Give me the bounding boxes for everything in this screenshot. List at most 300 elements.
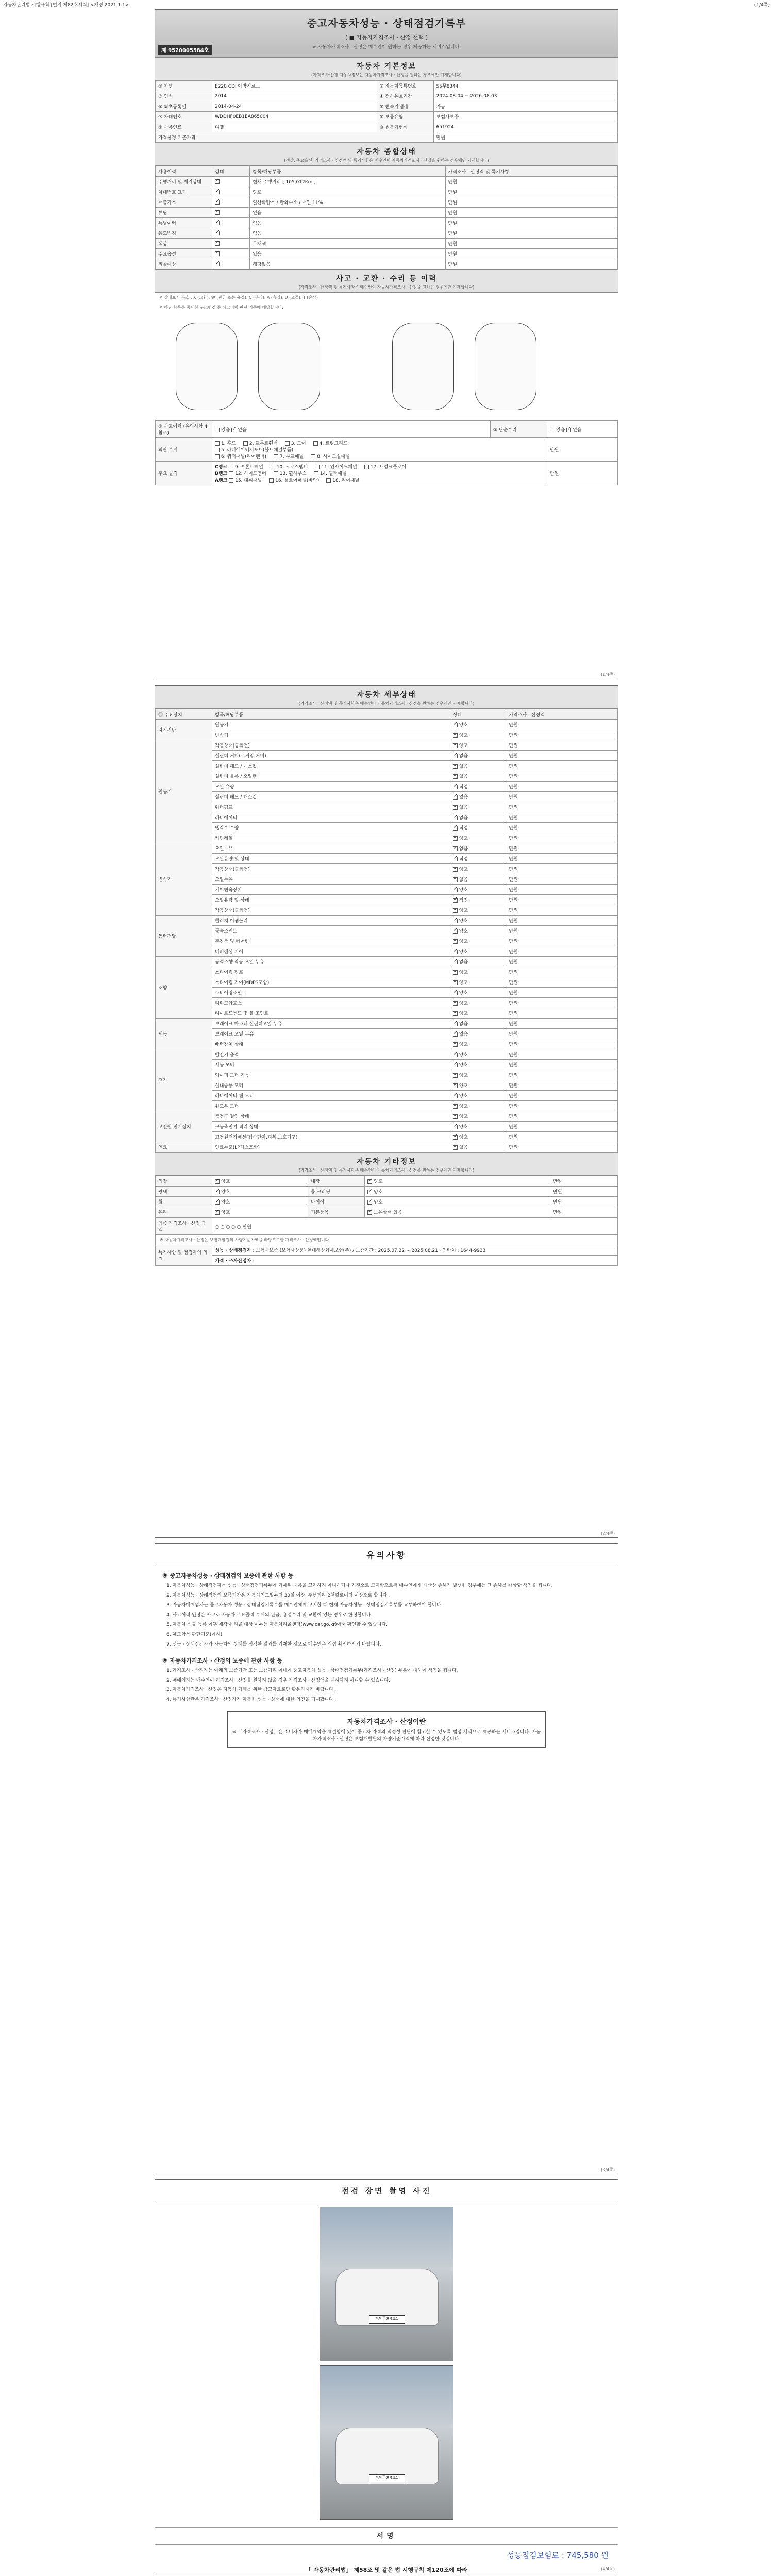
detail-section	[155, 686, 618, 709]
etc-row	[156, 1207, 618, 1217]
page-3-footer: (3/4쪽)	[601, 2167, 615, 2172]
overall-status	[212, 228, 250, 239]
detail-status: ✓ 양호	[450, 998, 506, 1008]
base-price-label: 가격산정 기준가격	[156, 132, 434, 143]
document-subtitle: ( ■ 자동차가격조사 · 산정 선택 )	[345, 34, 428, 41]
rank-label: A랭크	[215, 478, 228, 483]
detail-part: 라디에이터	[212, 812, 450, 823]
panel-part: 7. 루프패널	[274, 454, 304, 460]
appraisal-box-title: 자동차가격조사 · 산정이란	[347, 1718, 426, 1726]
signature-heading: 서명	[155, 2527, 618, 2545]
checked-icon	[453, 1083, 458, 1088]
notice-item: 4. 사고이력 인정은 사고로 자동차 주요골격 부위의 판금, 용접수리 및 교환이 있는 경우로 한정합니다.	[166, 1612, 373, 1618]
detail-price: 만원	[506, 792, 618, 802]
overall-status	[212, 177, 250, 187]
basic-value: 2024-08-04 ~ 2026-08-03	[433, 91, 617, 101]
basic-value: WDDHF0EB1EA865004	[212, 112, 377, 122]
detail-status: ✓ 양호	[450, 926, 506, 936]
overall-status	[212, 259, 250, 269]
basic-row	[156, 101, 618, 112]
checked-icon	[453, 929, 458, 934]
detail-status: ✓ 양호	[450, 1049, 506, 1060]
detail-price: 만원	[506, 1039, 618, 1049]
detail-part: 윈도우 모터	[212, 1101, 450, 1111]
notice-item: 5. 자동차 신규 등록 이후 제작사 리콜 대상 여부는 자동차리콜센터(www.car.go.kr)에서 확인할 수 있습니다.	[166, 1622, 388, 1628]
detail-status: ✓ 없음	[450, 1019, 506, 1029]
detail-status: ✓ 없음	[450, 771, 506, 782]
checked-icon	[453, 1104, 458, 1109]
basic-value: 자동	[433, 101, 617, 112]
notice-item: 3. 자동차매매업자는 중고자동차 성능 · 상태점검기록부를 매수인에게 고지할 때 현재 자동차성능 · 상태점검기록부를 교부하여야 합니다.	[166, 1602, 443, 1608]
detail-status: ✓ 양호	[450, 1080, 506, 1091]
part-check-icon	[315, 465, 320, 469]
detail-row	[156, 1008, 618, 1019]
page-3	[155, 1543, 618, 2174]
overall-row	[156, 259, 618, 269]
basic-value: E220 CDI 아방가르드	[212, 81, 377, 91]
detail-group: 변속기	[156, 843, 212, 916]
overall-value: 양호	[250, 187, 445, 197]
notice-list-2	[155, 1668, 618, 1704]
detail-table	[155, 709, 618, 1153]
etc-value: ✓ 양호	[212, 1197, 308, 1207]
checked-icon	[453, 950, 458, 954]
overall-price: 만원	[445, 239, 617, 249]
detail-row	[156, 957, 618, 967]
etc-key: 룸 크리닝	[308, 1187, 365, 1197]
outer-panel-label: 외판 부위	[156, 438, 212, 462]
part-check-icon	[271, 465, 275, 469]
detail-part: 와이퍼 모터 기능	[212, 1070, 450, 1080]
detail-status: ✓ 없음	[450, 792, 506, 802]
part-check-icon	[215, 454, 220, 459]
simple-repair-label: ② 단순수리	[490, 421, 547, 438]
notice-item: 2. 자동차성능 · 상태점검의 보증기간은 자동차인도일부터 30일 이상, 주행거리 2천킬로미터 이상으로 합니다.	[166, 1592, 389, 1598]
checked-icon	[215, 241, 220, 246]
checked-icon	[453, 1125, 458, 1129]
checked-icon	[453, 1011, 458, 1016]
detail-group: 연료	[156, 1142, 212, 1153]
detail-part: 타이로드엔드 및 볼 조인트	[212, 1008, 450, 1019]
detail-price: 만원	[506, 740, 618, 751]
overall-title: 자동차 종합상태	[357, 148, 416, 156]
detail-part: 오일누유	[212, 843, 450, 854]
detail-price: 만원	[506, 1049, 618, 1060]
checked-icon	[453, 857, 458, 861]
frame-list	[212, 462, 547, 485]
frame-part: 9. 프론트패널	[229, 465, 263, 470]
part-check-icon	[274, 454, 278, 459]
detail-part: 고전원전기배선(접속단자,피복,보호기구)	[212, 1132, 450, 1142]
detail-price: 만원	[506, 1132, 618, 1142]
detail-row	[156, 977, 618, 988]
detail-status: ✓ 양호	[450, 946, 506, 957]
overall-value: 있음	[250, 249, 445, 259]
detail-price: 만원	[506, 782, 618, 792]
detail-price: 만원	[506, 1080, 618, 1091]
detail-part: 실린더 커버(로커암 커버)	[212, 751, 450, 761]
detail-row	[156, 1060, 618, 1070]
checked-icon	[453, 846, 458, 851]
overall-note: (색상, 주요옵션, 가격조사 · 산정액 및 특기사항은 매수인이 자동차가격조사 · 산정을 원하는 경우에만 기재합니다)	[284, 158, 489, 163]
detail-price: 만원	[506, 771, 618, 782]
overall-value: 무채색	[250, 239, 445, 249]
detail-row	[156, 885, 618, 895]
detail-price: 만원	[506, 895, 618, 905]
notice-title: 유의사항	[155, 1544, 618, 1566]
overall-key: 용도변경	[156, 228, 212, 239]
basic-value: 55무8344	[433, 81, 617, 91]
detail-status: ✓ 없음	[450, 761, 506, 771]
overall-row	[156, 197, 618, 208]
detail-group: 고전원 전기장치	[156, 1111, 212, 1142]
checked-icon	[453, 970, 458, 975]
detail-row	[156, 1070, 618, 1080]
detail-price: 만원	[506, 998, 618, 1008]
frame-rank-line	[215, 463, 544, 470]
detail-status: ✓ 양호	[450, 1070, 506, 1080]
overall-col-item: 항목/해당부품	[250, 166, 445, 177]
detail-part: 동력조향 작동 오일 누유	[212, 957, 450, 967]
price-summary-table	[155, 1217, 618, 1266]
detail-group: 조향	[156, 957, 212, 1019]
overall-key: 색상	[156, 239, 212, 249]
checked-icon	[453, 754, 458, 758]
notice-item: 6. 체크항목 판단기준(예시)	[166, 1632, 223, 1637]
part-check-icon	[274, 471, 278, 476]
detail-status: ✓ 없음	[450, 957, 506, 967]
detail-col-part: 항목/해당부품	[212, 709, 450, 720]
detail-part: 작동상태(공회전)	[212, 740, 450, 751]
page-2	[155, 685, 618, 1538]
inspection-photo-front	[320, 2207, 453, 2361]
checked-icon	[453, 1145, 458, 1150]
detail-part: 브레이크 오일 누유	[212, 1029, 450, 1039]
checked-icon	[453, 816, 458, 820]
etc-section	[155, 1153, 618, 1176]
etc-price: 만원	[550, 1197, 618, 1207]
part-check-icon	[229, 465, 233, 469]
basic-key: ③ 연식	[156, 91, 212, 101]
part-check-icon	[229, 478, 233, 483]
checked-icon	[453, 836, 458, 841]
overall-status	[212, 208, 250, 218]
basic-key: ⑤ 최초등록일	[156, 101, 212, 112]
document-header	[155, 10, 618, 57]
detail-status: ✓ 적정	[450, 854, 506, 864]
basic-row	[156, 91, 618, 101]
detail-row	[156, 843, 618, 854]
detail-part: 작동상태(공회전)	[212, 905, 450, 916]
detail-price: 만원	[506, 751, 618, 761]
detail-status: ✓ 양호	[450, 833, 506, 843]
part-check-icon	[215, 441, 220, 446]
detail-part: 실린더 헤드 / 개스킷	[212, 761, 450, 771]
part-check-icon	[313, 441, 318, 446]
overall-row	[156, 239, 618, 249]
etc-key: 외장	[156, 1176, 212, 1187]
checked-icon	[215, 262, 220, 266]
basic-value: 보험사보증	[433, 112, 617, 122]
detail-part: 연료누출(LP가스포함)	[212, 1142, 450, 1153]
detail-row	[156, 730, 618, 740]
frame-part: 14. 필러패널	[314, 471, 347, 477]
detail-row	[156, 864, 618, 874]
rank-line	[215, 439, 544, 446]
detail-price: 만원	[506, 1070, 618, 1080]
checked-icon	[453, 805, 458, 810]
detail-part: 오일누유	[212, 874, 450, 885]
detail-status: ✓ 없음	[450, 874, 506, 885]
etc-price: 만원	[550, 1187, 618, 1197]
etc-value: ✓ 보유상태 있음	[365, 1207, 550, 1217]
checked-icon	[453, 908, 458, 913]
frame-price: 만원	[547, 462, 617, 485]
basic-info-table	[155, 80, 618, 143]
check-yes-icon	[215, 428, 220, 432]
panel-part: 6. 쿼터패널(리어펜더)	[215, 454, 266, 460]
detail-row	[156, 874, 618, 885]
detail-price: 만원	[506, 1122, 618, 1132]
detail-note: (가격조사 · 산정액 및 특기사항은 매수인이 자동차가격조사 · 산정을 원하는 경우에만 기재합니다)	[298, 701, 475, 706]
detail-row	[156, 1029, 618, 1039]
detail-col-status: 상태	[450, 709, 506, 720]
document-number: 제 9520005584호	[158, 45, 212, 55]
detail-row	[156, 823, 618, 833]
frame-label: 주요 골격	[156, 462, 212, 485]
overall-key: 특별이력	[156, 218, 212, 228]
frame-part: 13. 휠하우스	[274, 471, 307, 477]
etc-value: ✓ 양호	[212, 1176, 308, 1187]
basic-value: 디젤	[212, 122, 377, 132]
detail-status: ✓ 적정	[450, 823, 506, 833]
checked-icon	[453, 939, 458, 944]
detail-status: ✓ 양호	[450, 1060, 506, 1070]
etc-price: 만원	[550, 1207, 618, 1217]
checked-icon	[453, 980, 458, 985]
frame-part: 10. 크로스멤버	[271, 465, 308, 470]
car-underbody-outline	[392, 323, 454, 410]
detail-part: 원동기	[212, 720, 450, 730]
detail-row	[156, 1080, 618, 1091]
checked-icon	[215, 1210, 220, 1215]
page-1-footer: (1/4쪽)	[601, 672, 615, 677]
detail-part: 스티어링 기어(MDPS포함)	[212, 977, 450, 988]
etc-note: (가격조사 · 산정액 및 특기사항은 매수인이 자동차가격조사 · 산정을 원하는 경우에만 기재합니다)	[298, 1168, 475, 1173]
detail-status: ✓ 없음	[450, 802, 506, 812]
etc-row	[156, 1176, 618, 1187]
frame-rank-line	[215, 477, 544, 483]
detail-row	[156, 946, 618, 957]
checked-icon	[453, 898, 458, 903]
overall-key: 리콜대상	[156, 259, 212, 269]
detail-row	[156, 916, 618, 926]
detail-price: 만원	[506, 864, 618, 874]
part-check-icon	[285, 441, 290, 446]
repair-yes-icon	[550, 428, 554, 432]
detail-part: 오일유량 및 상태	[212, 895, 450, 905]
overall-status	[212, 197, 250, 208]
detail-row	[156, 720, 618, 730]
rank-line	[215, 446, 544, 453]
detail-row	[156, 854, 618, 864]
signature-statement-1: 「 자동차관리법」 제58조 및 같은 법 시행규칙 제120조에 따라	[305, 2567, 468, 2573]
notice-item: 4. 특기사항란은 가격조사 · 산정자가 자동차 성능 · 상태에 대한 의견을 기재합니다.	[166, 1697, 335, 1703]
detail-status: ✓ 양호	[450, 720, 506, 730]
checked-icon	[453, 1001, 458, 1006]
detail-part: 브레이크 마스터 실린더오일 누유	[212, 1019, 450, 1029]
detail-price: 만원	[506, 885, 618, 895]
etc-value: ✓ 양호	[365, 1197, 550, 1207]
overall-price: 만원	[445, 197, 617, 208]
detail-row	[156, 1019, 618, 1029]
detail-row	[156, 833, 618, 843]
frame-part: 16. 플로어패널(바닥)	[269, 478, 319, 483]
etc-value: ✓ 양호	[212, 1207, 308, 1217]
detail-price: 만원	[506, 977, 618, 988]
detail-part: 시동 모터	[212, 1060, 450, 1070]
etc-key: 유리	[156, 1207, 212, 1217]
detail-status: ✓ 양호	[450, 967, 506, 977]
detail-group: 전기	[156, 1049, 212, 1111]
detail-part: 충전구 절연 상태	[212, 1111, 450, 1122]
basic-row	[156, 122, 618, 132]
detail-status: ✓ 양호	[450, 1008, 506, 1019]
overall-row	[156, 177, 618, 187]
detail-price: 만원	[506, 812, 618, 823]
detail-status: ✓ 없음	[450, 812, 506, 823]
notice-item: 7. 성능 · 상태점검자가 자동차의 상태를 점검한 결과를 기재한 것으로 매수인은 직접 확인하시기 바랍니다.	[166, 1641, 381, 1647]
base-price-value: 만원	[433, 132, 617, 143]
checked-icon	[453, 877, 458, 882]
notice-heading-2: ※ 자동차가격조사 · 산정의 보증에 관한 사항 등	[162, 1657, 282, 1664]
inspector-opinion: 성능 · 상태점검자 : 보험사보증 (보험사상품) 현대해상화재보험(주) / 보증기간 : 2025.07.22 ~ 2025.08.21 · 연락처 : 1644-9933	[212, 1245, 618, 1256]
accident-history-value: 있음 ✓없음	[212, 421, 491, 438]
detail-price: 만원	[506, 1091, 618, 1101]
detail-part: 오일유량 및 상태	[212, 854, 450, 864]
etc-value: ✓ 양호	[212, 1187, 308, 1197]
detail-row	[156, 936, 618, 946]
detail-part: 클러치 어셈블리	[212, 916, 450, 926]
checked-icon	[453, 867, 458, 872]
inspection-photo-rear	[320, 2365, 453, 2520]
detail-row	[156, 771, 618, 782]
basic-value: 2014	[212, 91, 377, 101]
basic-key: ⑧ 보증유형	[377, 112, 433, 122]
checked-icon	[215, 200, 220, 205]
detail-row	[156, 1049, 618, 1060]
part-check-icon	[364, 465, 369, 469]
appraisal-box-text: ※ 「가격조사 · 산정」은 소비자가 매매계약을 체결함에 있어 중고차 가격의 적정성 판단에 참고할 수 있도록 법정 서식으로 제공하는 서비스입니다. 자동차가격조사 · 산정은 보험개발원의 차량기준가액에 따라 산정한 것입니다.	[232, 1730, 541, 1742]
detail-row	[156, 1142, 618, 1153]
overall-row	[156, 249, 618, 259]
overall-row	[156, 218, 618, 228]
detail-part: 냉각수 수량	[212, 823, 450, 833]
panel-part: 8. 사이드실패널	[311, 454, 350, 460]
etc-row	[156, 1197, 618, 1207]
checked-icon	[453, 1042, 458, 1047]
detail-status: ✓ 양호	[450, 905, 506, 916]
frame-part: 11. 인사이드패널	[315, 465, 357, 470]
detail-row	[156, 1101, 618, 1111]
basic-key: ⑦ 차대번호	[156, 112, 212, 122]
part-check-icon	[243, 441, 248, 446]
checked-icon	[367, 1200, 372, 1205]
price-appraiser-opinion: 가격 · 조사산정자 :	[212, 1256, 618, 1266]
basic-row	[156, 112, 618, 122]
detail-status: ✓ 양호	[450, 740, 506, 751]
etc-value: ✓ 양호	[365, 1187, 550, 1197]
detail-status: ✓ 양호	[450, 1132, 506, 1142]
detail-status: ✓ 양호	[450, 1039, 506, 1049]
accident-section	[155, 269, 618, 293]
panel-part: 1. 후드	[215, 441, 236, 446]
detail-row	[156, 812, 618, 823]
overall-value: 일산화탄소 / 탄화수소 / 매연 11%	[250, 197, 445, 208]
frame-rank-line	[215, 470, 544, 477]
document-note: ※ 자동차가격조사 · 산정은 매수인이 원하는 경우 제공하는 서비스입니다.	[312, 45, 461, 50]
notice-item: 2. 매매업자는 매수인이 가격조사 · 산정을 원하지 않을 경우 가격조사 · 산정액을 제시하지 아니할 수 있습니다.	[166, 1677, 390, 1683]
detail-price: 만원	[506, 761, 618, 771]
detail-row	[156, 905, 618, 916]
overall-value: 현재 주행거리 [ 105,012Km ]	[250, 177, 445, 187]
detail-part: 스티어링조인트	[212, 988, 450, 998]
detail-part: 추진축 및 베어링	[212, 936, 450, 946]
detail-row	[156, 802, 618, 812]
detail-status: ✓ 양호	[450, 1101, 506, 1111]
checked-icon	[453, 764, 458, 769]
detail-price: 만원	[506, 843, 618, 854]
inspection-fee: 성능점검보험료 : 745,580 원	[507, 2551, 609, 2560]
detail-status: ✓ 양호	[450, 730, 506, 740]
overall-price: 만원	[445, 228, 617, 239]
checked-icon	[453, 743, 458, 748]
checked-icon	[215, 231, 220, 235]
detail-part: 실린더 헤드 / 개스킷	[212, 792, 450, 802]
detail-status: ✓ 양호	[450, 977, 506, 988]
panel-part: 4. 트렁크리드	[313, 441, 348, 446]
overall-section	[155, 143, 618, 166]
rank-line	[215, 453, 544, 460]
detail-row	[156, 1111, 618, 1122]
checked-icon	[367, 1179, 372, 1184]
detail-row	[156, 998, 618, 1008]
page-2-footer: (2/4쪽)	[601, 1531, 615, 1536]
accident-note: (가격조사 · 산정액 및 특기사항은 매수인이 자동차가격조사 · 산정을 원하는 경우에만 기재합니다)	[298, 285, 475, 290]
detail-part: 등속조인트	[212, 926, 450, 936]
detail-part: 디퍼렌셜 기어	[212, 946, 450, 957]
detail-status: ✓ 없음	[450, 751, 506, 761]
detail-col-price: 가격조사 · 산정액	[506, 709, 618, 720]
rank-label: C랭크	[215, 465, 227, 470]
detail-part: 워터펌프	[212, 802, 450, 812]
detail-part: 구동축전지 격리 상태	[212, 1122, 450, 1132]
detail-row	[156, 761, 618, 771]
detail-price: 만원	[506, 1101, 618, 1111]
checked-icon	[453, 1135, 458, 1140]
detail-row	[156, 782, 618, 792]
checked-icon	[215, 210, 220, 215]
overall-value: 없음	[250, 218, 445, 228]
etc-key: 기본품목	[308, 1207, 365, 1217]
checked-icon	[215, 1190, 220, 1194]
detail-group: 제동	[156, 1019, 212, 1049]
notice-list-1	[155, 1583, 618, 1649]
detail-price: 만원	[506, 730, 618, 740]
checked-icon	[367, 1190, 372, 1194]
checked-icon	[215, 1200, 220, 1205]
detail-price: 만원	[506, 926, 618, 936]
